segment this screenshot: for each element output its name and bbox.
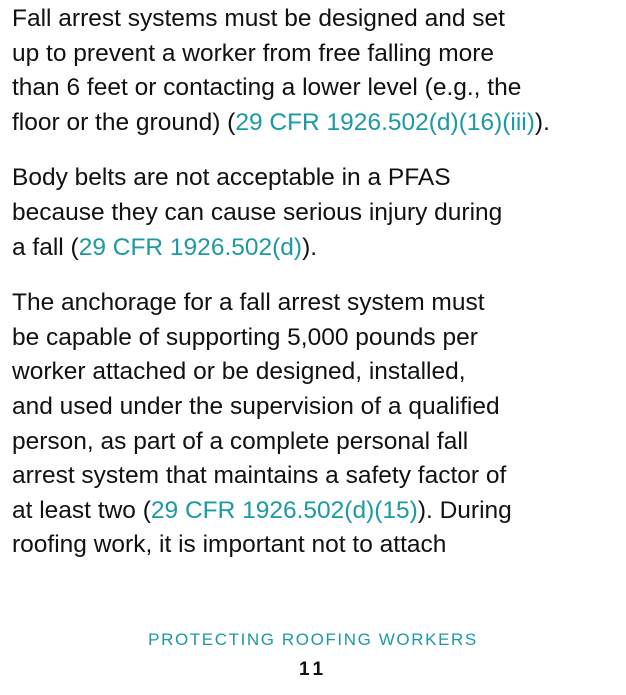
paragraph-fall-arrest-systems	[12, 2, 612, 140]
footer-title: PROTECTING ROOFING WORKERS	[148, 630, 478, 649]
paragraph-text: Body belts are not acceptable in a PFAS because they can cause serious injury during a fall (	[12, 164, 503, 261]
page-body	[12, 2, 612, 584]
paragraph-text-end: ).	[302, 233, 318, 261]
page-number: 11	[298, 659, 328, 680]
paragraph-anchorage	[12, 286, 612, 563]
citation-link[interactable]: 29 CFR 1926.502(d)(15)	[150, 496, 418, 524]
citation-link[interactable]: 29 CFR 1926.502(d)	[78, 233, 303, 261]
paragraph-text: The anchorage for a fall arrest system must be capable of supporting 5,000 pounds per worker attached or be designed, installed, and used under the supervision of a qualified person, as part of a complete personal fall arrest system that maintains a safety factor of at least two (	[12, 289, 507, 524]
paragraph-body-belts	[12, 161, 612, 265]
paragraph-text: Fall arrest systems must be designed and set up to prevent a worker from free falling more than 6 feet or contacting a lower level (e.g., the floor or the ground) (	[12, 5, 522, 136]
paragraph-text-end: ).	[534, 108, 550, 136]
paragraph-text-end: ). During roofing work, it is important not to attach	[12, 496, 512, 559]
citation-link[interactable]: 29 CFR 1926.502(d)(16)(iii)	[235, 108, 535, 136]
